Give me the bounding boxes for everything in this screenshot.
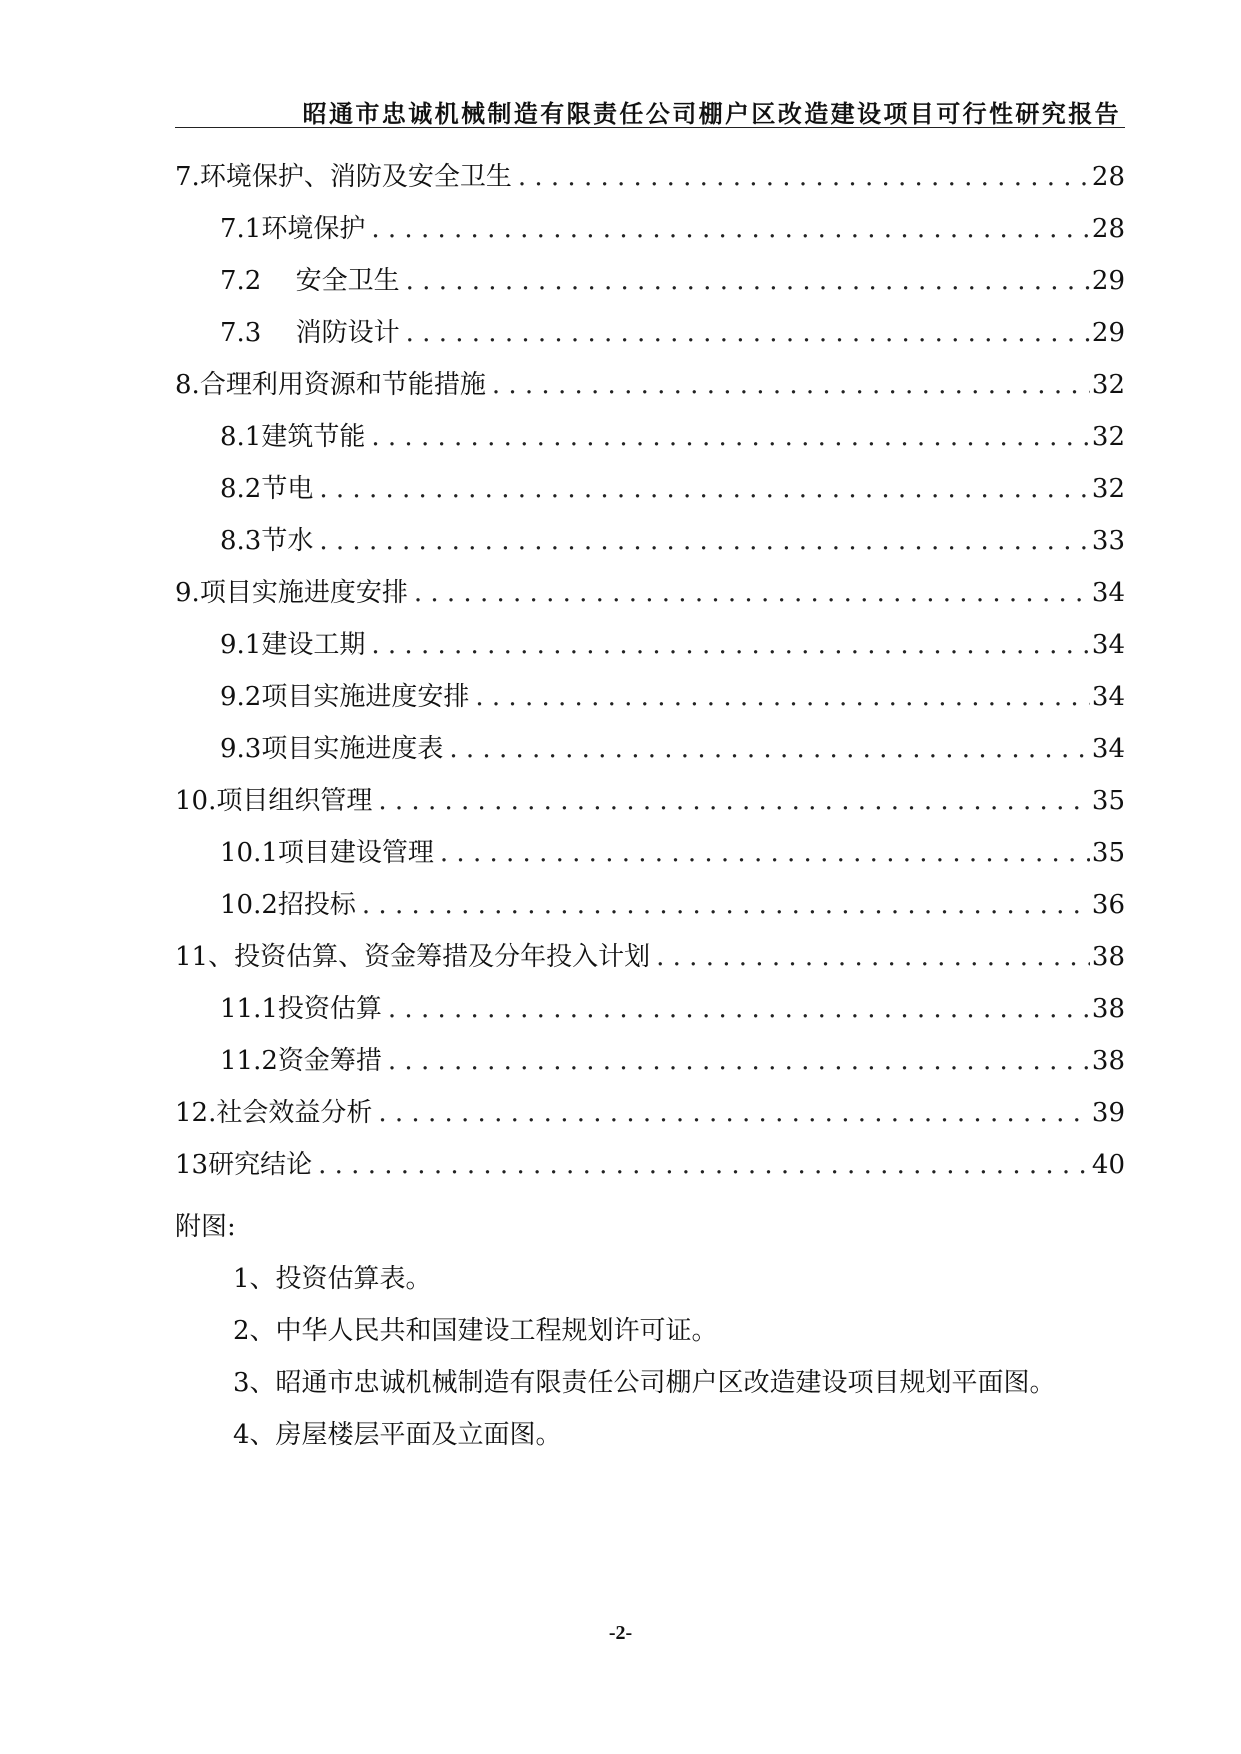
toc-entry-title: 项目实施进度安排 <box>199 578 408 608</box>
toc-dot-leader <box>378 775 1090 827</box>
toc-entry-page: 34 <box>1091 734 1125 764</box>
toc-dot-leader <box>449 723 1090 775</box>
toc-entry-page: 34 <box>1091 630 1125 660</box>
appendix-item: 1、投资估算表。 <box>233 1264 432 1294</box>
toc-dot-leader <box>414 567 1090 619</box>
toc-entry-page: 32 <box>1091 370 1125 400</box>
toc-entry-number: 9. <box>175 578 200 608</box>
toc-dot-leader <box>388 1035 1090 1087</box>
toc-entry-title: 投资估算、资金筹措及分年投入计划 <box>234 942 651 972</box>
header-title: 昭通市忠诚机械制造有限责任公司棚户区改造建设项目可行性研究报告 <box>302 100 1121 128</box>
toc-entry-page: 32 <box>1091 422 1125 452</box>
toc-entry[interactable] <box>175 203 1125 255</box>
toc-entry-page: 29 <box>1091 266 1125 296</box>
toc-entry-number: 7.1 <box>220 214 262 244</box>
toc-dot-leader <box>406 307 1090 359</box>
appendix-item: 3、昭通市忠诚机械制造有限责任公司棚户区改造建设项目规划平面图。 <box>233 1368 1056 1398</box>
toc-entry-page: 29 <box>1091 318 1125 348</box>
toc-entry-title: 消防设计 <box>295 318 400 348</box>
toc-entry-page: 38 <box>1091 942 1125 972</box>
toc-entry[interactable] <box>175 515 1125 567</box>
toc-entry-number: 11、 <box>175 942 235 972</box>
appendix-heading: 附图: <box>175 1212 236 1242</box>
toc-dot-leader <box>318 1139 1090 1191</box>
toc-entry-number: 7.3 <box>220 318 296 348</box>
toc-entry-number: 9.3 <box>220 734 262 764</box>
toc-dot-leader <box>518 151 1090 203</box>
appendix-item: 2、中华人民共和国建设工程规划许可证。 <box>233 1316 718 1346</box>
toc-entry[interactable] <box>175 931 1125 983</box>
toc-dot-leader <box>406 255 1090 307</box>
toc-dot-leader <box>371 203 1090 255</box>
toc-entry-title: 资金筹措 <box>277 1046 382 1076</box>
toc-dot-leader <box>388 983 1090 1035</box>
toc-dot-leader <box>475 671 1090 723</box>
toc-entry-title: 投资估算 <box>277 994 382 1024</box>
toc-entry[interactable] <box>175 983 1125 1035</box>
table-of-contents <box>175 151 1125 1191</box>
toc-entry-page: 28 <box>1091 214 1125 244</box>
toc-entry-title: 安全卫生 <box>295 266 400 296</box>
toc-entry[interactable] <box>175 827 1125 879</box>
toc-entry-page: 35 <box>1091 838 1125 868</box>
toc-dot-leader <box>371 619 1090 671</box>
toc-entry-page: 38 <box>1091 1046 1125 1076</box>
toc-entry-page: 33 <box>1091 526 1125 556</box>
toc-entry-number: 10.2 <box>220 890 278 920</box>
toc-entry[interactable] <box>175 1139 1125 1191</box>
toc-entry-title: 环境保护、消防及安全卫生 <box>199 162 512 192</box>
toc-entry-title: 项目实施进度表 <box>261 734 444 764</box>
toc-entry-page: 28 <box>1091 162 1125 192</box>
toc-entry[interactable] <box>175 1087 1125 1139</box>
toc-entry-title: 环境保护 <box>261 214 366 244</box>
toc-entry[interactable] <box>175 723 1125 775</box>
toc-entry-number: 10. <box>175 786 217 816</box>
toc-entry-page: 35 <box>1091 786 1125 816</box>
toc-entry-title: 项目实施进度安排 <box>261 682 470 712</box>
toc-entry-title: 招投标 <box>277 890 356 920</box>
appendix-item: 4、房屋楼层平面及立面图。 <box>233 1420 562 1450</box>
toc-entry[interactable] <box>175 619 1125 671</box>
toc-entry-number: 8. <box>175 370 200 400</box>
toc-entry-title: 研究结论 <box>208 1150 313 1180</box>
toc-entry-number: 10.1 <box>220 838 278 868</box>
toc-entry-title: 项目组织管理 <box>216 786 373 816</box>
toc-entry-number: 13 <box>175 1150 209 1180</box>
toc-entry-page: 40 <box>1091 1150 1125 1180</box>
toc-entry-number: 9.2 <box>220 682 262 712</box>
toc-entry-title: 合理利用资源和节能措施 <box>199 370 486 400</box>
toc-dot-leader <box>492 359 1090 411</box>
toc-dot-leader <box>319 515 1090 567</box>
toc-entry-title: 建筑节能 <box>261 422 366 452</box>
page-header <box>175 82 1125 128</box>
toc-entry[interactable] <box>175 255 1125 307</box>
toc-entry[interactable] <box>175 463 1125 515</box>
toc-entry[interactable] <box>175 151 1125 203</box>
toc-entry[interactable] <box>175 307 1125 359</box>
toc-entry[interactable] <box>175 359 1125 411</box>
toc-entry-title: 社会效益分析 <box>216 1098 373 1128</box>
appendix-section <box>175 1201 1135 1461</box>
toc-dot-leader <box>362 879 1090 931</box>
toc-entry-title: 节电 <box>261 474 314 504</box>
toc-entry[interactable] <box>175 567 1125 619</box>
toc-entry-page: 34 <box>1091 578 1125 608</box>
toc-entry-number: 9.1 <box>220 630 262 660</box>
toc-entry-number: 12. <box>175 1098 217 1128</box>
toc-entry-page: 36 <box>1091 890 1125 920</box>
toc-dot-leader <box>371 411 1090 463</box>
toc-entry-page: 39 <box>1091 1098 1125 1128</box>
toc-entry[interactable] <box>175 671 1125 723</box>
toc-entry-title: 节水 <box>261 526 314 556</box>
toc-entry[interactable] <box>175 775 1125 827</box>
toc-entry[interactable] <box>175 411 1125 463</box>
toc-entry-number: 11.2 <box>220 1046 278 1076</box>
toc-dot-leader <box>378 1087 1090 1139</box>
toc-entry-title: 项目建设管理 <box>277 838 434 868</box>
toc-entry-number: 8.3 <box>220 526 262 556</box>
toc-dot-leader <box>319 463 1090 515</box>
toc-entry-page: 32 <box>1091 474 1125 504</box>
toc-entry[interactable] <box>175 1035 1125 1087</box>
toc-entry-number: 7. <box>175 162 200 192</box>
toc-entry-number: 7.2 <box>220 266 296 296</box>
toc-dot-leader <box>440 827 1090 879</box>
toc-entry[interactable] <box>175 879 1125 931</box>
toc-entry-number: 8.1 <box>220 422 262 452</box>
toc-entry-number: 8.2 <box>220 474 262 504</box>
page-number: -2- <box>608 1622 633 1644</box>
toc-entry-page: 34 <box>1091 682 1125 712</box>
toc-entry-number: 11.1 <box>220 994 278 1024</box>
toc-dot-leader <box>656 931 1090 983</box>
toc-entry-page: 38 <box>1091 994 1125 1024</box>
toc-entry-title: 建设工期 <box>261 630 366 660</box>
